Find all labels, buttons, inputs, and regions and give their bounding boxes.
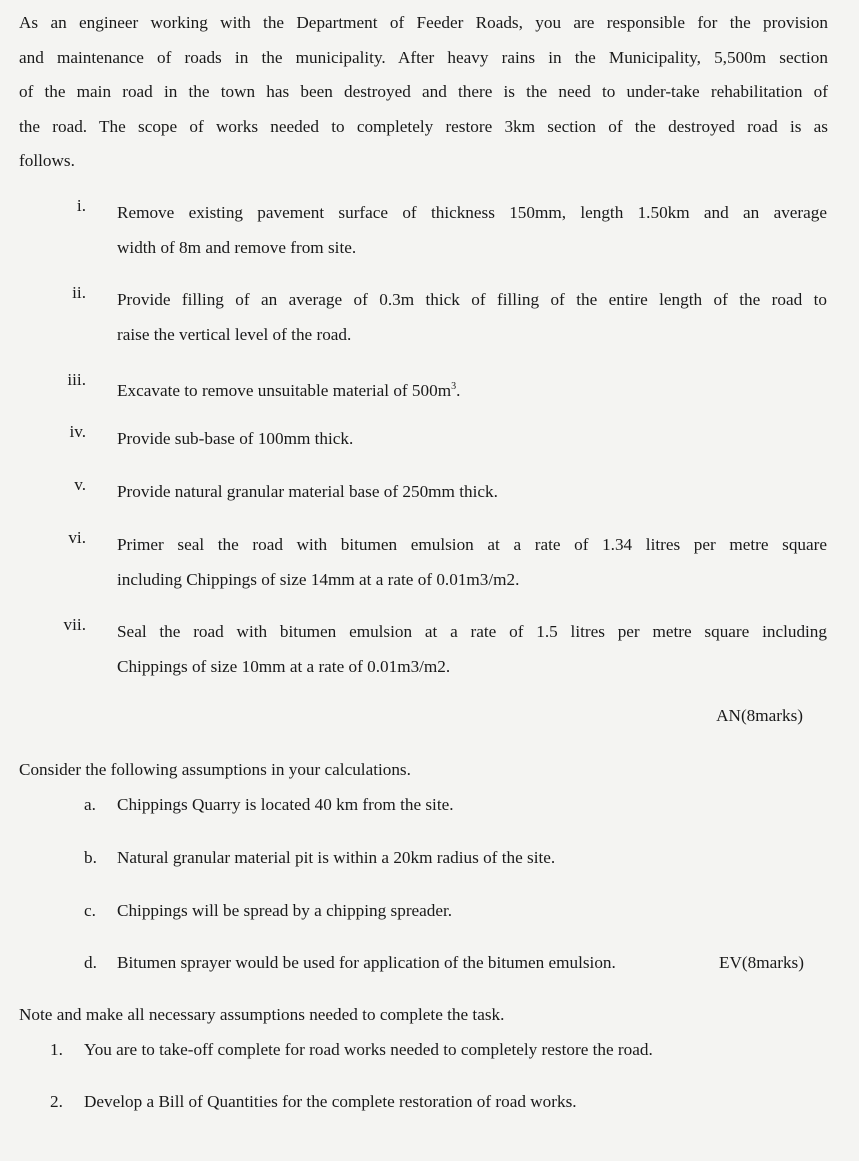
intro-line: the road. The scope of works needed to completely restore 3km section of the destroyed road is as xyxy=(19,116,828,136)
marks-an: AN(8marks) xyxy=(716,706,803,725)
assumption-text: Natural granular material pit is within a 20km radius of the site. xyxy=(117,848,556,867)
scope-item-text: Remove existing pavement surface of thickness 150mm, length 1.50km and an average width of 8m and remove from site. xyxy=(117,203,827,257)
note-text: Note and make all necessary assumptions needed to complete the task. xyxy=(19,1005,505,1024)
intro-paragraph xyxy=(19,6,828,179)
scope-item-number: vii. xyxy=(63,615,86,634)
assumption-letter: c. xyxy=(84,901,96,920)
assumption-letter: a. xyxy=(84,795,96,814)
task-number: 1. xyxy=(50,1040,63,1059)
scope-item-text: Provide sub-base of 100mm thick. xyxy=(117,429,354,448)
scope-item-number: v. xyxy=(74,475,86,494)
assumption-text: Chippings will be spread by a chipping spreader. xyxy=(117,901,453,920)
intro-line: and maintenance of roads in the municipality. After heavy rains in the Municipality, 5,500m section xyxy=(19,47,828,67)
scope-item-number: iv. xyxy=(69,422,86,441)
scope-item-text: Primer seal the road with bitumen emulsion at a rate of 1.34 litres per metre square including Chippings of size 14mm at a rate of 0.01m3/m2. xyxy=(117,535,827,589)
task-text: You are to take-off complete for road works needed to completely restore the road. xyxy=(84,1040,653,1059)
intro-line: of the main road in the town has been destroyed and there is the need to under-take rehabilitation of xyxy=(19,82,828,101)
assumption-text: Chippings Quarry is located 40 km from the site. xyxy=(117,795,454,814)
scope-item-number: vi. xyxy=(68,528,86,547)
assumptions-heading: Consider the following assumptions in your calculations. xyxy=(19,760,411,779)
scope-item-text: Provide filling of an average of 0.3m thick of filling of the entire length of the road to raise the vertical level of the road. xyxy=(117,290,827,344)
assumption-letter: d. xyxy=(84,953,97,972)
task-text: Develop a Bill of Quantities for the complete restoration of road works. xyxy=(84,1092,577,1111)
assumption-letter: b. xyxy=(84,848,97,867)
scope-item-number: i. xyxy=(76,196,86,215)
scope-item-number: iii. xyxy=(67,370,86,389)
scope-item-number: ii. xyxy=(72,283,86,302)
intro-line: follows. xyxy=(19,151,75,170)
intro-line: As an engineer working with the Department of Feeder Roads, you are responsible for the provision xyxy=(19,13,828,32)
scope-item-text: Excavate to remove unsuitable material of $500m^3$. xyxy=(117,381,461,400)
task-number: 2. xyxy=(50,1092,63,1111)
scope-item-text: Seal the road with bitumen emulsion at a rate of 1.5 litres per metre square including Chippings of size 10mm at a rate of 0.01m3/m2. xyxy=(117,622,827,676)
scope-item-text: Provide natural granular material base of 250mm thick. xyxy=(117,482,498,501)
marks-ev: EV(8marks) xyxy=(719,953,804,972)
assumption-text: Bitumen sprayer would be used for application of the bitumen emulsion. xyxy=(117,953,616,972)
